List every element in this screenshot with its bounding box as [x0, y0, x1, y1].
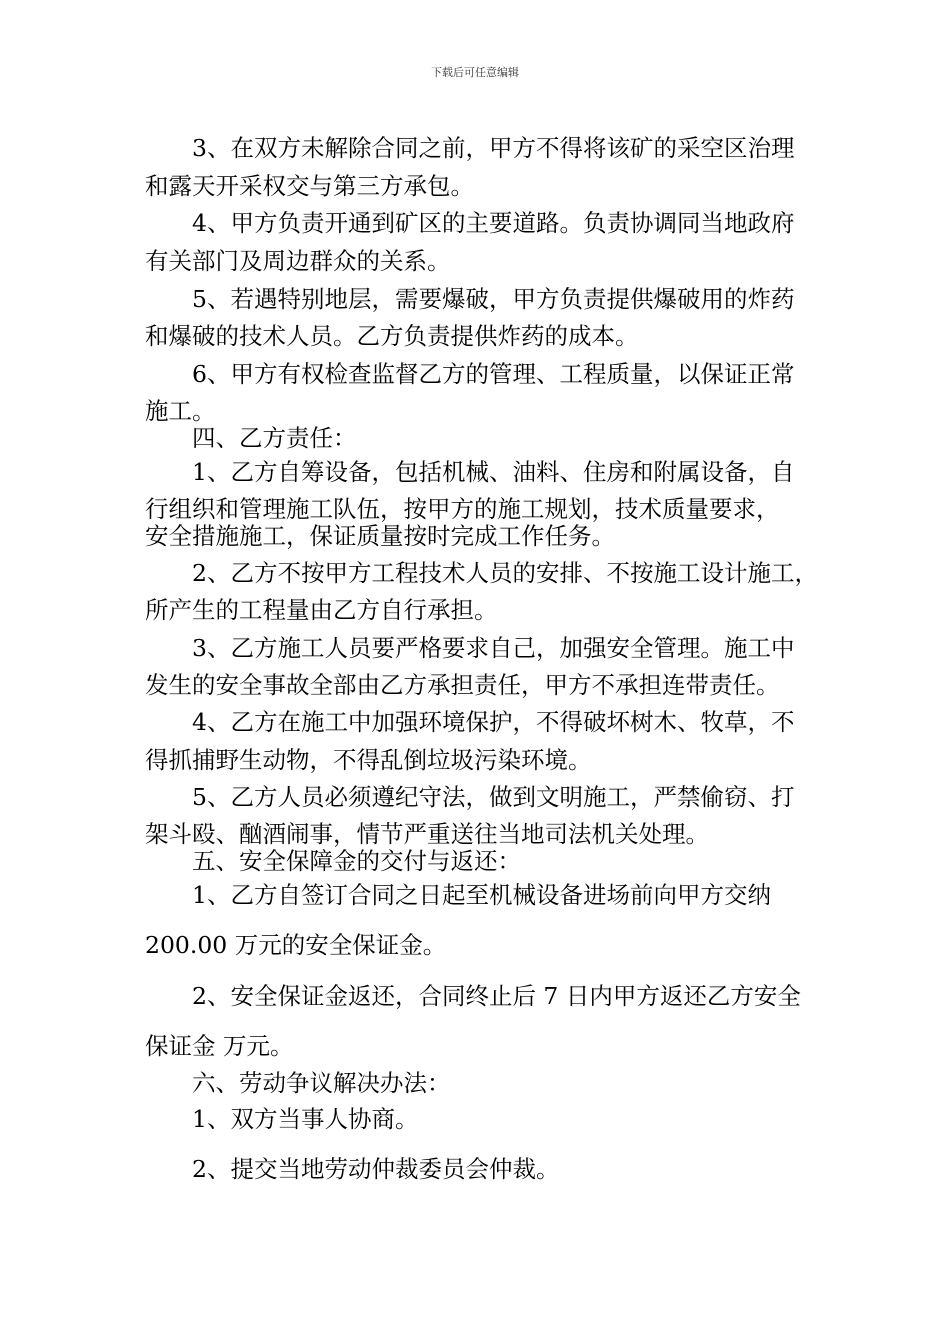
text-line: 3、在双方未解除合同之前，甲方不得将该矿的采空区治理 — [192, 134, 795, 162]
text-line: 2、安全保证金返还，合同终止后 7 日内甲方返还乙方安全 — [192, 982, 801, 1010]
text-line: 1、双方当事人协商。 — [192, 1105, 419, 1133]
text-line: 六、劳动争议解决办法： — [192, 1069, 451, 1097]
text-line: 5、乙方人员必须遵纪守法，做到文明施工，严禁偷窃、打 — [192, 783, 795, 811]
text-line: 发生的安全事故全部由乙方承担责任，甲方不承担连带责任。 — [145, 671, 780, 699]
text-line: 保证金 万元。 — [145, 1032, 294, 1060]
text-line: 4、甲方负责开通到矿区的主要道路。负责协调同当地政府 — [192, 209, 795, 237]
text-line: 所产生的工程量由乙方自行承担。 — [145, 596, 498, 624]
text-line: 五、安全保障金的交付与返还： — [192, 847, 521, 875]
text-line: 和爆破的技术人员。乙方负责提供炸药的成本。 — [145, 322, 639, 350]
text-line: 2、乙方不按甲方工程技术人员的安排、不按施工设计施工， — [192, 559, 818, 587]
text-line: 1、乙方自签订合同之日起至机械设备进场前向甲方交纳 — [192, 881, 771, 909]
text-line: 安全措施施工，保证质量按时完成工作任务。 — [145, 522, 615, 550]
text-line: 4、乙方在施工中加强环境保护，不得破坏树木、牧草，不 — [192, 708, 795, 736]
text-line: 6、甲方有权检查监督乙方的管理、工程质量，以保证正常 — [192, 360, 795, 388]
page-header: 下载后可任意编辑 — [431, 66, 519, 79]
text-line: 和露天开采权交与第三方承包。 — [145, 172, 474, 200]
text-line: 施工。 — [145, 397, 216, 425]
text-line: 架斗殴、酗酒闹事，情节严重送往当地司法机关处理。 — [145, 820, 709, 848]
text-line: 1、乙方自筹设备，包括机械、油料、住房和附属设备，自 — [192, 458, 795, 486]
text-line: 3、乙方施工人员要严格要求自己，加强安全管理。施工中 — [192, 634, 795, 662]
text-line: 2、提交当地劳动仲裁委员会仲裁。 — [192, 1155, 560, 1183]
text-line: 行组织和管理施工队伍，按甲方的施工规划，技术质量要求， — [145, 495, 780, 523]
text-line: 有关部门及周边群众的关系。 — [145, 247, 451, 275]
text-line: 四、乙方责任： — [192, 424, 357, 452]
text-line: 5、若遇特别地层，需要爆破，甲方负责提供爆破用的炸药 — [192, 285, 795, 313]
text-line: 200.00 万元的安全保证金。 — [145, 931, 447, 959]
text-line: 得抓捕野生动物，不得乱倒垃圾污染环境。 — [145, 746, 592, 774]
